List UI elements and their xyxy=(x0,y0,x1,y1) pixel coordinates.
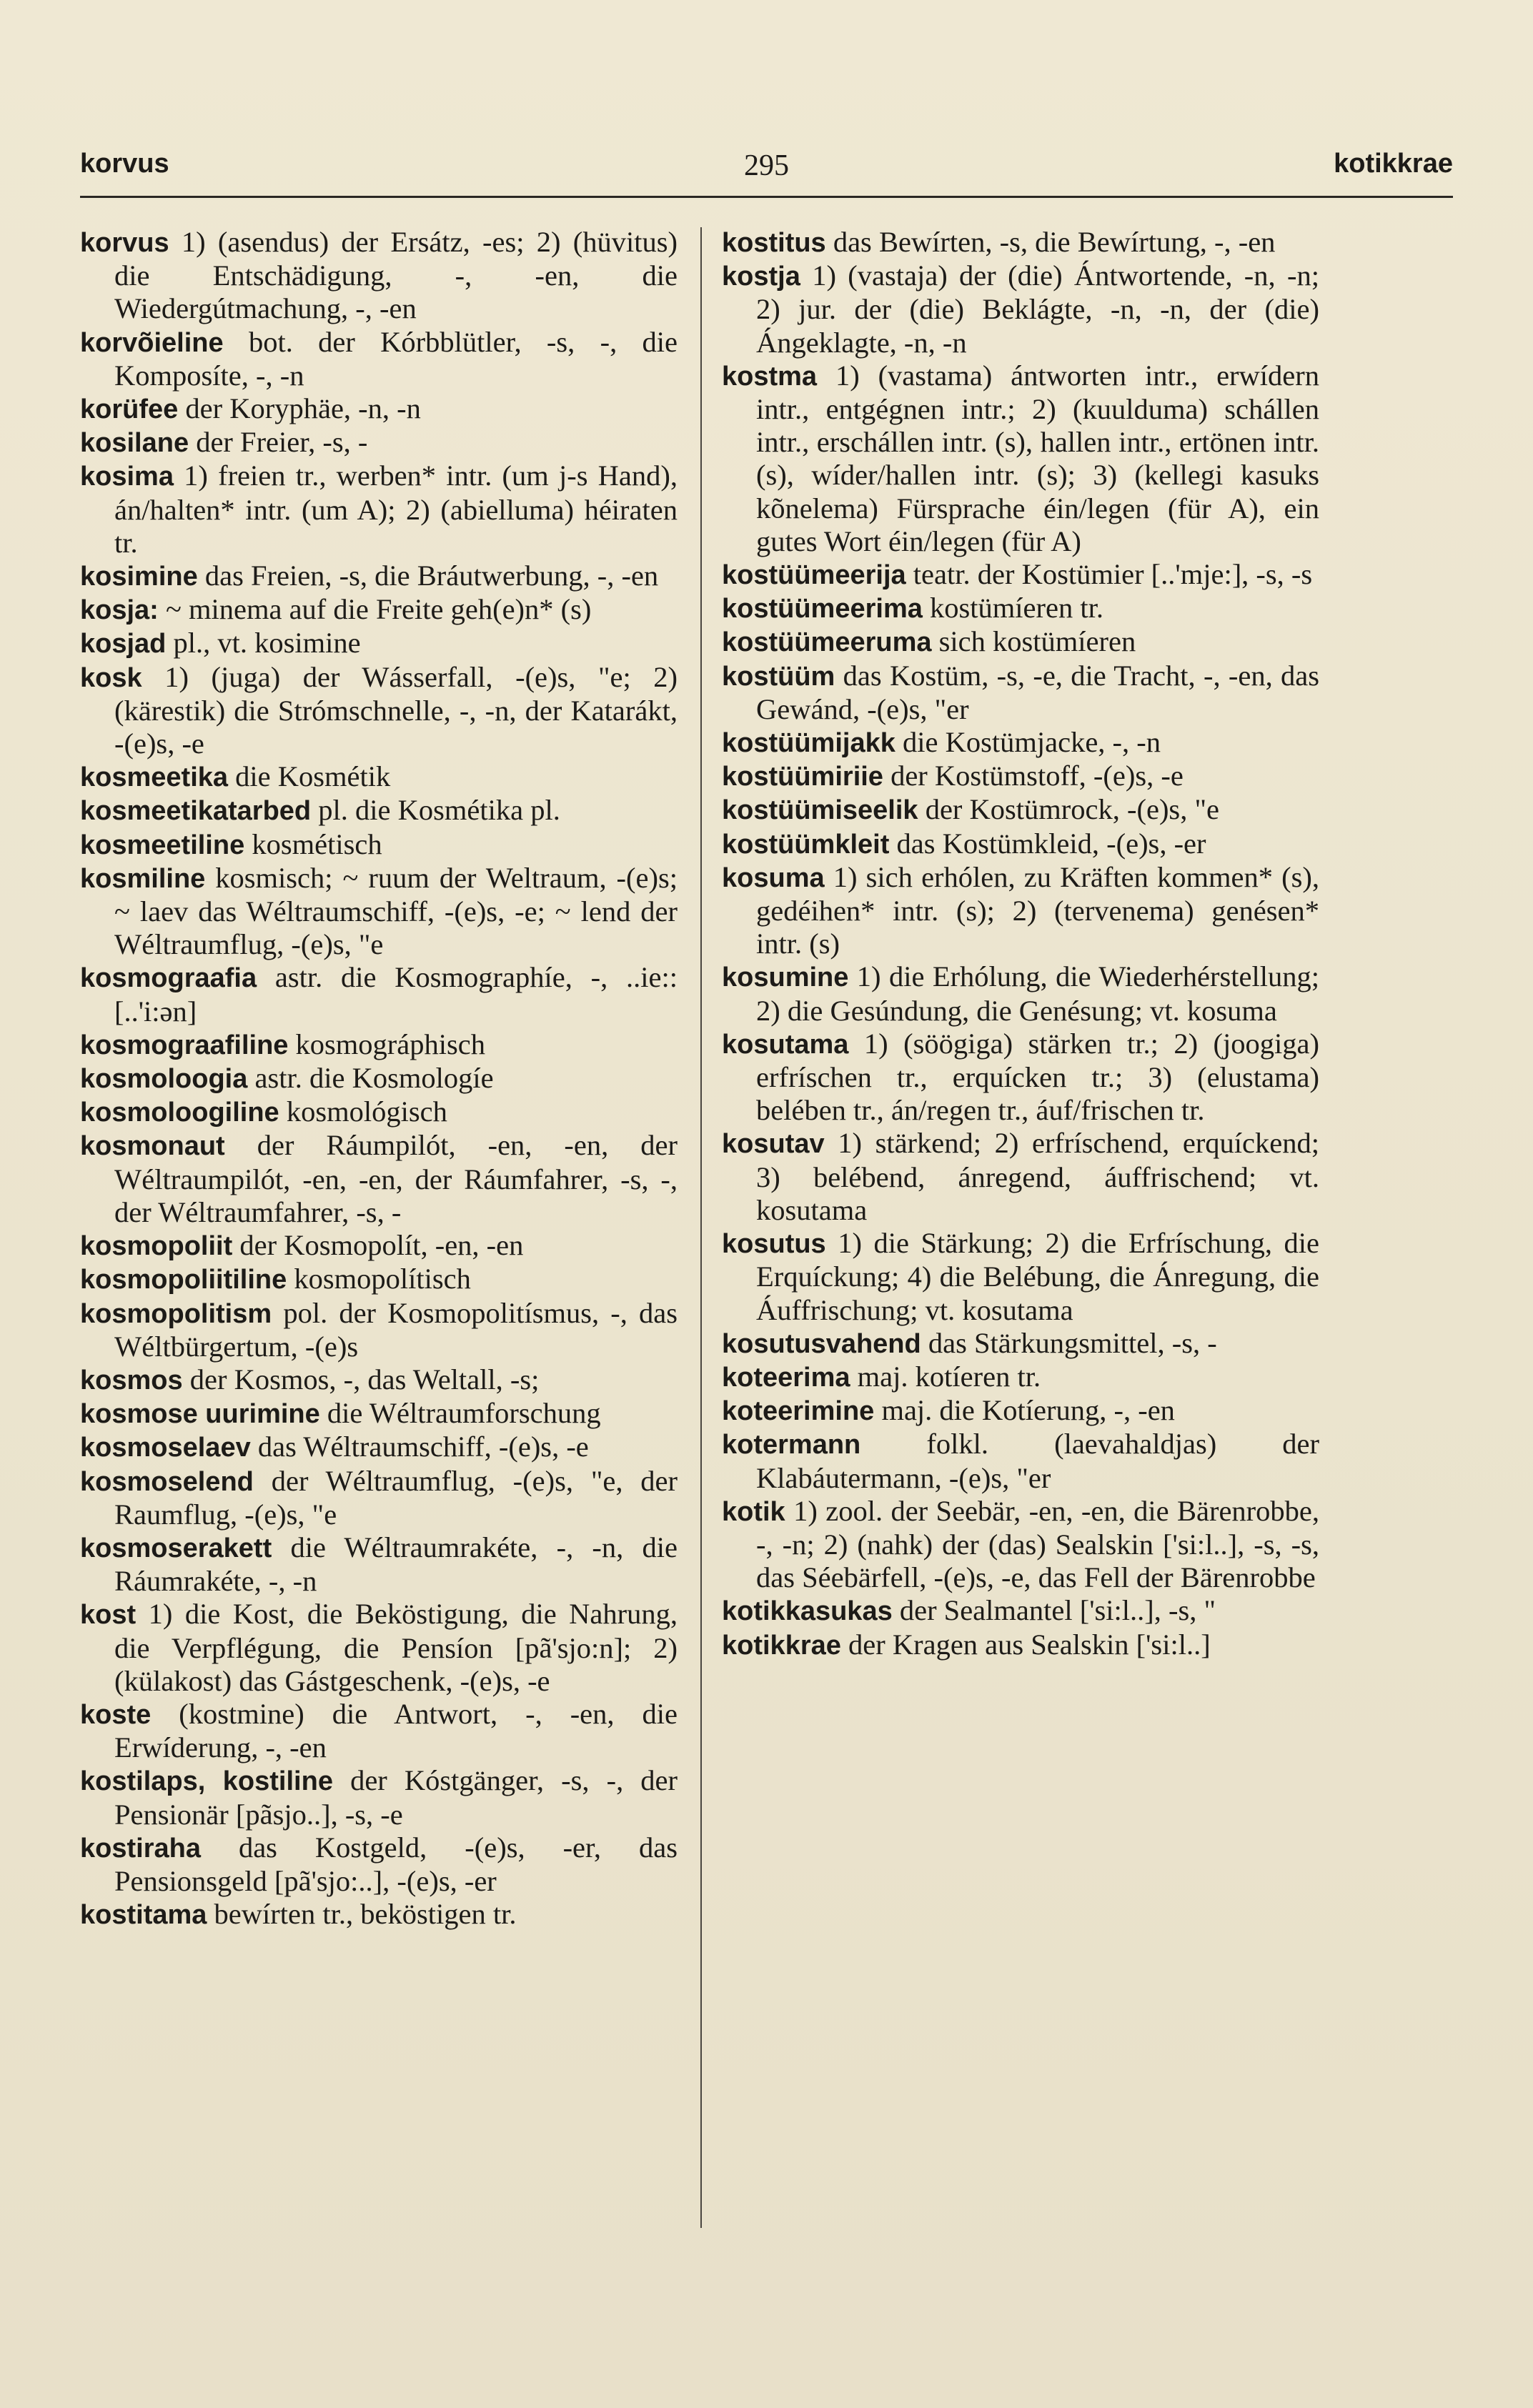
dictionary-entry xyxy=(722,793,1319,827)
entry-definition: die Kosmétik xyxy=(235,760,391,793)
entry-definition: die Wéltraumrakéte, -, -n, die Ráumrakéte, -, -n xyxy=(114,1531,678,1598)
entry-definition: sich kostümíeren xyxy=(938,625,1136,658)
entry-definition: der Kragen aus Sealskin ['si:l..] xyxy=(848,1628,1211,1661)
dictionary-entry xyxy=(722,960,1319,1027)
entry-headword: kosmograafia xyxy=(80,963,257,994)
dictionary-entry xyxy=(80,1465,678,1531)
entry-definition: 1) stärkend; 2) erfríschend, erquíckend; 3) belébend, ánregend, áuffrischend; vt. kosutama xyxy=(756,1127,1320,1226)
right-column xyxy=(722,226,1319,1662)
page-header xyxy=(80,143,1453,187)
entry-definition: (kostmine) die Antwort, -, -en, die Erwíderung, -, -en xyxy=(114,1697,678,1764)
entry-headword: kosmograafiline xyxy=(80,1030,289,1060)
dictionary-entry xyxy=(722,1028,1319,1128)
dictionary-entry xyxy=(722,558,1319,592)
entry-definition: der Kostümstoff, -(e)s, -e xyxy=(890,760,1184,792)
entry-definition: maj. kotíeren tr. xyxy=(857,1360,1041,1393)
entry-definition: bewírten tr., beköstigen tr. xyxy=(214,1898,517,1931)
dictionary-entry xyxy=(722,259,1319,359)
entry-headword: kosmopolitism xyxy=(80,1298,272,1329)
dictionary-entry xyxy=(80,760,678,794)
dictionary-entry xyxy=(80,794,678,827)
entry-definition: der Kóstgänger, -s, -, der Pensionär [pãsjo..], -s, -e xyxy=(114,1764,678,1831)
entry-headword: kostüümkleit xyxy=(722,829,890,860)
entry-headword: kosutav xyxy=(722,1129,825,1160)
entry-headword: kotik xyxy=(722,1496,785,1527)
entry-headword: kostja xyxy=(722,262,800,292)
dictionary-entry xyxy=(722,1227,1319,1327)
dictionary-entry xyxy=(80,1431,678,1464)
dictionary-entry xyxy=(722,592,1319,625)
entry-headword: kostitus xyxy=(722,228,826,258)
dictionary-entry xyxy=(722,1127,1319,1227)
dictionary-entry xyxy=(722,660,1319,726)
entry-headword: korvõieline xyxy=(80,327,224,358)
dictionary-entry xyxy=(80,1297,678,1363)
entry-headword: kosmiline xyxy=(80,863,206,894)
header-rule xyxy=(80,196,1453,198)
entry-definition: kosmisch; ~ ruum der Weltraum, -(e)s; ~ laev das Wéltraumschiff, -(e)s, -e; ~ lend der Wéltraumflug, -(e)s, "e xyxy=(114,861,678,961)
entry-headword: kosmopoliit xyxy=(80,1231,233,1262)
entry-definition: die Kostümjacke, -, -n xyxy=(903,726,1161,759)
entry-definition: folkl. (laevahaldjas) der Klabáutermann, -(e)s, "er xyxy=(756,1428,1320,1494)
entry-definition: 1) (juga) der Wásserfall, -(e)s, "e; 2) (kärestik) die Strómschnelle, -, -n, der Katarákt, -(e)s, -e xyxy=(114,660,678,760)
entry-headword: koteerima xyxy=(722,1362,850,1393)
entry-definition: kosmográphisch xyxy=(295,1028,486,1060)
dictionary-entry xyxy=(80,326,678,392)
entry-definition: 1) (asendus) der Ersátz, -es; 2) (hüvitus) die Entschädigung, -, -en, die Wiedergútmachung, -, -en xyxy=(114,226,678,325)
entry-definition: kosmopolítisch xyxy=(294,1263,471,1295)
dictionary-entry xyxy=(80,828,678,862)
dictionary-entry xyxy=(80,1531,678,1598)
entry-definition: der Sealmantel ['si:l..], -s, " xyxy=(899,1594,1216,1627)
entry-headword: kosmopoliitiline xyxy=(80,1265,287,1295)
entry-definition: die Wéltraumforschung xyxy=(327,1397,601,1430)
dictionary-entry xyxy=(80,1229,678,1263)
entry-headword: kosmeetiline xyxy=(80,830,245,860)
entry-definition: 1) die Kost, die Beköstigung, die Nahrung, die Verpflégung, die Pensíon [pã'sjo:n]; 2) (külakost) das Gástgeschenk, -(e)s, -e xyxy=(114,1598,678,1697)
entry-definition: der Kosmopolít, -en, -en xyxy=(239,1229,524,1262)
entry-headword: kosmos xyxy=(80,1365,183,1395)
entry-headword: kosmoloogiline xyxy=(80,1098,279,1128)
dictionary-entry xyxy=(80,1129,678,1229)
entry-headword: korvus xyxy=(80,228,169,258)
entry-definition: kostümíeren tr. xyxy=(930,592,1103,625)
entry-headword: kosmonaut xyxy=(80,1131,225,1162)
entry-headword: kosimine xyxy=(80,562,198,592)
dictionary-entry xyxy=(722,1495,1319,1595)
entry-definition: pl. die Kosmétika pl. xyxy=(318,794,560,827)
entry-definition: 1) freien tr., werben* intr. (um j-s Hand), án/halten* intr. (um A); 2) (abielluma) héiraten tr. xyxy=(114,459,678,559)
dictionary-entry xyxy=(80,1263,678,1296)
entry-definition: 1) (vastaja) der (die) Ántwortende, -n, -n; 2) jur. der (die) Beklágte, -n, -n, der (die) Ángeklagte, -n, -n xyxy=(756,259,1320,359)
entry-headword: kosk xyxy=(80,662,142,693)
entry-headword: korüfee xyxy=(80,394,179,425)
entry-headword: kostüümijakk xyxy=(722,728,896,759)
entry-headword: kosmeetika xyxy=(80,762,229,793)
entry-headword: kotikkrae xyxy=(722,1630,841,1661)
entry-headword: kosutusvahend xyxy=(722,1328,921,1359)
entry-definition: das Kostümkleid, -(e)s, -er xyxy=(896,827,1206,860)
dictionary-entry xyxy=(722,1594,1319,1628)
entry-definition: 1) sich erhólen, zu Kräften kommen* (s), gedéihen* intr. (s); 2) (tervenema) genésen* intr. (s) xyxy=(756,860,1319,960)
header-last-headword: kotikkrae xyxy=(1334,149,1453,179)
entry-headword: kosmoserakett xyxy=(80,1533,272,1563)
entry-headword: kosuma xyxy=(722,862,825,893)
dictionary-entry xyxy=(722,726,1319,760)
entry-headword: kostüümeerija xyxy=(722,560,906,591)
entry-definition: 1) die Stärkung; 2) die Erfríschung, die Erquíckung; 4) die Belébung, die Ánregung, die Áuffrischung; vt. kosutama xyxy=(756,1227,1319,1326)
dictionary-entry xyxy=(80,862,678,962)
entry-definition: das Bewírten, -s, die Bewírtung, -, -en xyxy=(833,226,1276,258)
entry-headword: kostüümiriie xyxy=(722,762,883,792)
dictionary-entry xyxy=(80,961,678,1028)
entry-headword: kostüüm xyxy=(722,661,835,692)
entry-headword: kosja: xyxy=(80,595,159,626)
entry-headword: kostiraha xyxy=(80,1833,201,1864)
entry-definition: 1) (vastama) ántworten intr., erwídern intr., entgégnen intr.; 2) (kuulduma) schállen intr., erschállen intr. (s), hallen intr., ertönen intr. (s), wíder/hallen intr. (s); 3) (kellegi kasuks kõnelema) Fürsprache éin/legen (für A), ein gutes Wort éin/legen (für A) xyxy=(756,359,1320,557)
page-number: 295 xyxy=(744,149,789,182)
column-divider xyxy=(700,227,702,2228)
entry-headword: kosutama xyxy=(722,1029,849,1060)
entry-definition: der Kosmos, -, das Weltall, -s; xyxy=(189,1363,540,1395)
entry-definition: das Kostüm, -s, -e, die Tracht, -, -en, das Gewánd, -(e)s, "er xyxy=(756,659,1320,725)
entry-headword: kostüümeerima xyxy=(722,594,923,625)
dictionary-entry xyxy=(80,1028,678,1062)
dictionary-entry xyxy=(80,1363,678,1397)
entry-headword: koste xyxy=(80,1699,152,1730)
dictionary-entry xyxy=(722,1428,1319,1494)
entry-headword: kosmoloogia xyxy=(80,1064,248,1095)
entry-headword: kosumine xyxy=(722,962,849,993)
dictionary-entry xyxy=(722,1327,1319,1360)
entry-definition: der Wéltraumflug, -(e)s, "e, der Raumflug, -(e)s, "e xyxy=(114,1464,678,1531)
dictionary-entry xyxy=(722,1360,1319,1394)
entry-definition: astr. die Kosmographíe, -, ..ie:: [..'i:ən] xyxy=(114,961,678,1028)
entry-definition: 1) zool. der Seebär, -en, -en, die Bärenrobbe, -, -n; 2) (nahk) der (das) Sealskin ['si:l..], -s, -s, das Séebärfell, -(e)s, -e, das Fell der Bärenrobbe xyxy=(756,1494,1320,1594)
dictionary-entry xyxy=(722,1628,1319,1662)
entry-definition: der Freier, -s, - xyxy=(196,426,368,459)
dictionary-entry xyxy=(80,426,678,459)
dictionary-entry xyxy=(80,1598,678,1698)
dictionary-entry xyxy=(722,760,1319,793)
dictionary-entry xyxy=(722,359,1319,558)
entry-headword: kosmose uurimine xyxy=(80,1399,320,1430)
dictionary-entry xyxy=(80,593,678,627)
header-first-headword: korvus xyxy=(80,149,169,179)
entry-headword: kosilane xyxy=(80,428,189,459)
entry-headword: kosutus xyxy=(722,1229,826,1260)
dictionary-entry xyxy=(80,1397,678,1431)
entry-headword: kosmoselend xyxy=(80,1466,254,1497)
entry-definition: pl., vt. kosimine xyxy=(173,627,361,660)
dictionary-entry xyxy=(80,1831,678,1898)
dictionary-entry xyxy=(80,627,678,660)
entry-headword: kosmoselaev xyxy=(80,1433,251,1463)
dictionary-entry xyxy=(80,226,678,326)
entry-headword: kostitama xyxy=(80,1900,207,1931)
entry-headword: kostüümiseelik xyxy=(722,795,918,826)
dictionary-entry xyxy=(80,661,678,761)
entry-definition: bot. der Kórbblütler, -s, -, die Komposíte, -, -n xyxy=(114,325,678,392)
entry-definition: astr. die Kosmologíe xyxy=(254,1062,494,1095)
entry-headword: koteerimine xyxy=(722,1396,875,1427)
entry-definition: 1) die Erhólung, die Wiederhérstellung; 2) die Gesúndung, die Genésung; vt. kosuma xyxy=(756,960,1319,1027)
dictionary-entry xyxy=(722,861,1319,961)
entry-headword: kost xyxy=(80,1600,137,1631)
entry-definition: das Wéltraumschiff, -(e)s, -e xyxy=(257,1431,589,1463)
dictionary-entry xyxy=(80,459,678,559)
entry-definition: ~ minema auf die Freite geh(e)n* (s) xyxy=(165,593,592,626)
dictionary-entry xyxy=(80,392,678,426)
entry-definition: kosmétisch xyxy=(252,827,382,860)
dictionary-entry xyxy=(722,1394,1319,1428)
dictionary-entry xyxy=(80,1898,678,1931)
dictionary-entry xyxy=(80,1062,678,1095)
entry-headword: kostma xyxy=(722,361,818,392)
dictionary-entry xyxy=(722,625,1319,659)
entry-definition: kosmológisch xyxy=(286,1095,447,1128)
entry-definition: der Koryphäe, -n, -n xyxy=(185,392,421,425)
entry-definition: maj. die Kotíerung, -, -en xyxy=(881,1394,1175,1427)
entry-definition: das Kostgeld, -(e)s, -er, das Pensionsgeld [pã'sjo:..], -(e)s, -er xyxy=(114,1831,678,1897)
dictionary-entry xyxy=(722,226,1319,259)
entry-definition: der Ráumpilót, -en, -en, der Wéltraumpilót, -en, -en, der Ráumfahrer, -s, -, der Wéltraumfahrer, -s, - xyxy=(114,1129,678,1228)
entry-definition: teatr. der Kostümier [..'mje:], -s, -s xyxy=(913,558,1313,591)
entry-definition: das Stärkungsmittel, -s, - xyxy=(928,1326,1217,1359)
entry-headword: kostilaps, kostiline xyxy=(80,1766,333,1797)
dictionary-entry xyxy=(80,1095,678,1129)
dictionary-entry xyxy=(80,559,678,593)
entry-headword: kostüümeeruma xyxy=(722,627,932,658)
entry-headword: kotikkasukas xyxy=(722,1596,893,1627)
entry-headword: kosima xyxy=(80,462,174,492)
left-column xyxy=(80,226,678,1931)
entry-definition: pol. der Kosmopolitísmus, -, das Wéltbürgertum, -(e)s xyxy=(114,1296,678,1363)
dictionary-entry xyxy=(80,1698,678,1764)
entry-headword: kosmeetikatarbed xyxy=(80,796,312,827)
entry-headword: kosjad xyxy=(80,629,167,660)
dictionary-entry xyxy=(722,827,1319,861)
entry-definition: das Freien, -s, die Bráutwerbung, -, -en xyxy=(204,559,659,592)
entry-definition: 1) (söögiga) stärken tr.; 2) (joogiga) erfríschen tr., erquícken tr.; 3) (elustama) belében tr., án/regen tr., áuf/frischen tr. xyxy=(756,1027,1319,1127)
dictionary-entry xyxy=(80,1764,678,1831)
entry-headword: kotermann xyxy=(722,1430,861,1461)
entry-definition: der Kostümrock, -(e)s, "e xyxy=(925,793,1219,826)
